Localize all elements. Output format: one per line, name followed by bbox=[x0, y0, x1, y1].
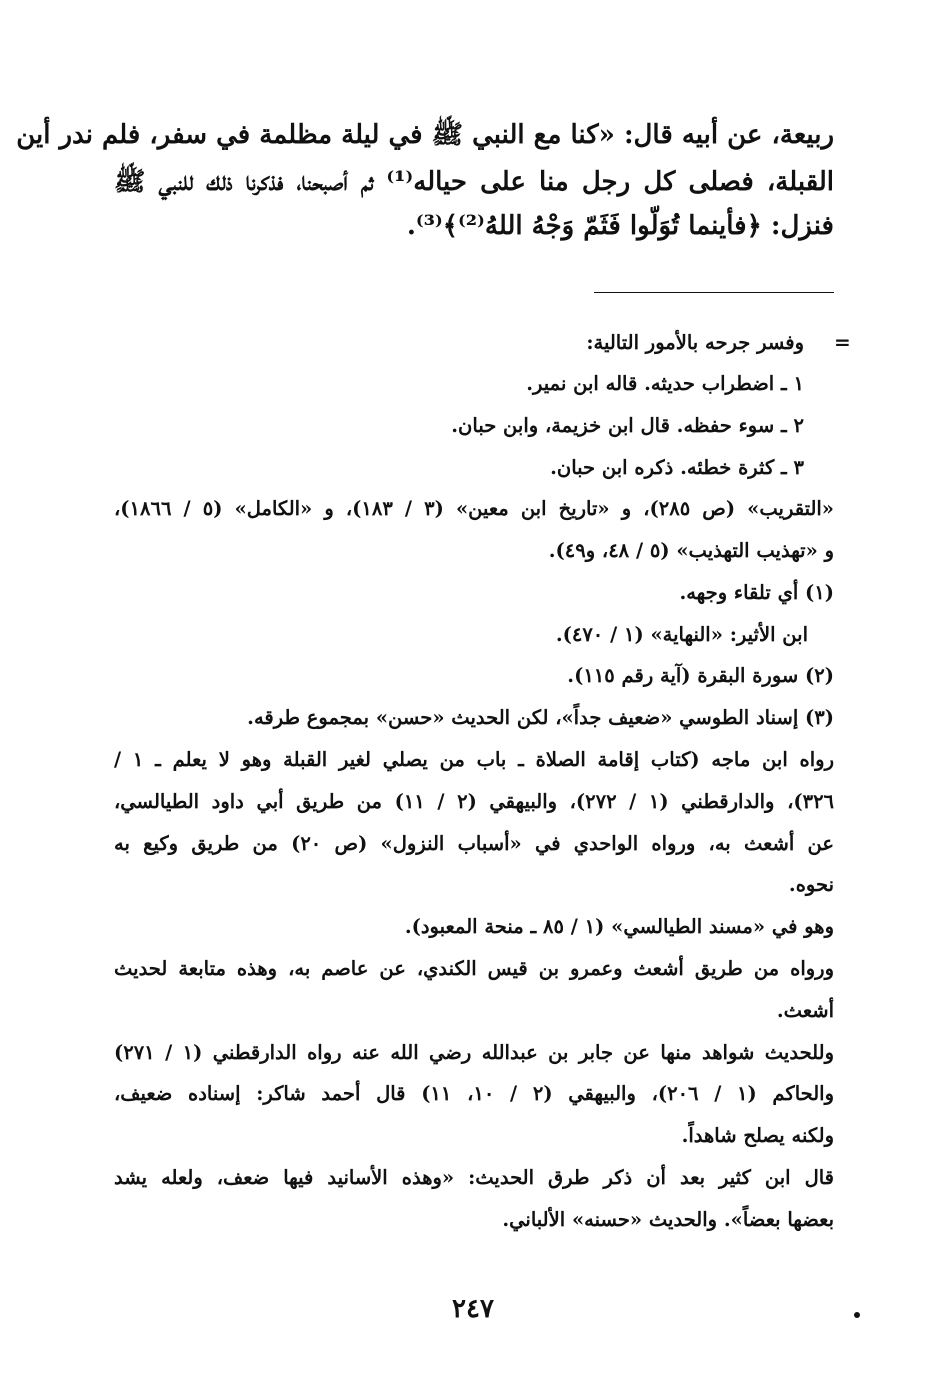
margin-dot bbox=[854, 1312, 860, 1318]
footnote-separator bbox=[594, 292, 834, 293]
footnote-1: (١) أي تلقاء وجهه. bbox=[679, 581, 834, 604]
footnote-line: رواه ابن ماجه (كتاب إقامة الصلاة ـ باب من يصلي لغير القبلة وهو لا يعلم ـ ١ / bbox=[114, 748, 834, 771]
continuation-mark: = bbox=[834, 330, 851, 354]
footnote-line: ٣٢٦)، والدارقطني (١ / ٢٧٢)، والبيهقي (٢ / ١١) من طريق أبي داود الطيالسي، bbox=[114, 790, 835, 813]
footnote-line: ٣ ـ كثرة خطئه. ذكره ابن حبان. bbox=[550, 456, 804, 479]
footnote-line: ورواه من طريق أشعث وعمرو بن قيس الكندي، عن عاصم به، وهذه متابعة لحديث bbox=[114, 957, 834, 980]
footnote-line: «التقريب» (ص ٢٨٥)، و «تاريخ ابن معين» (٣ / ١٨٣)، و «الكامل» (٥ / ١٨٦٦)، bbox=[114, 497, 834, 520]
main-text-line-2: القبلة، فصلى كل رجل منا على حياله⁽¹⁾ ثم أصبحنا، فذكرنا ذلك للنبي ﷺ bbox=[114, 167, 834, 197]
footnote-line: ولكنه يصلح شاهداً. bbox=[681, 1124, 834, 1147]
footnote-3: (٣) إسناد الطوسي «ضعيف جداً»، لكن الحديث «حسن» بمجموع طرقه. bbox=[247, 706, 834, 729]
footnote-line: و «تهذيب التهذيب» (٥ / ٤٨، و٤٩). bbox=[548, 539, 834, 562]
footnote-line: ابن الأثير: «النهاية» (١ / ٤٧٠). bbox=[555, 623, 808, 646]
footnote-2: (٢) سورة البقرة (آية رقم ١١٥). bbox=[567, 664, 834, 687]
footnote-line: ١ ـ اضطراب حديثه. قاله ابن نمير. bbox=[526, 372, 804, 395]
footnote-line: قال ابن كثير بعد أن ذكر طرق الحديث: «وهذه الأسانيد فيها ضعف، ولعله يشد bbox=[114, 1166, 834, 1189]
main-text-line-3: فنزل: ﴿فأينما تُوَلّوا فَثَمّ وَجْهُ اللهُ⁽²⁾﴾⁽³⁾. bbox=[406, 211, 834, 241]
footnote-line: والحاكم (١ / ٢٠٦)، والبيهقي (٢ / ١٠، ١١) قال أحمد شاكر: إسناده ضعيف، bbox=[114, 1082, 834, 1105]
footnote-line: وفسر جرحه بالأمور التالية: bbox=[586, 331, 804, 354]
page-number: ٢٤٧ bbox=[452, 1294, 494, 1324]
footnote-line: نحوه. bbox=[788, 873, 834, 896]
footnote-line: أشعث. bbox=[776, 999, 834, 1022]
footnote-line: وهو في «مسند الطيالسي» (١ / ٨٥ ـ منحة المعبود). bbox=[404, 915, 834, 938]
main-text-line-1: ربيعة، عن أبيه قال: «كنا مع النبي ﷺ في ليلة مظلمة في سفر، فلم ندر أين bbox=[16, 120, 834, 150]
footnote-line: ٢ ـ سوء حفظه. قال ابن خزيمة، وابن حبان. bbox=[451, 414, 804, 437]
footnote-line: بعضها بعضاً». والحديث «حسنه» الألباني. bbox=[502, 1208, 834, 1231]
footnote-line: وللحديث شواهد منها عن جابر بن عبدالله رضي الله عنه رواه الدارقطني (١ / ٢٧١) bbox=[114, 1041, 834, 1064]
footnote-line: عن أشعث به، ورواه الواحدي في «أسباب النزول» (ص ٢٠) من طريق وكيع به bbox=[114, 832, 834, 855]
